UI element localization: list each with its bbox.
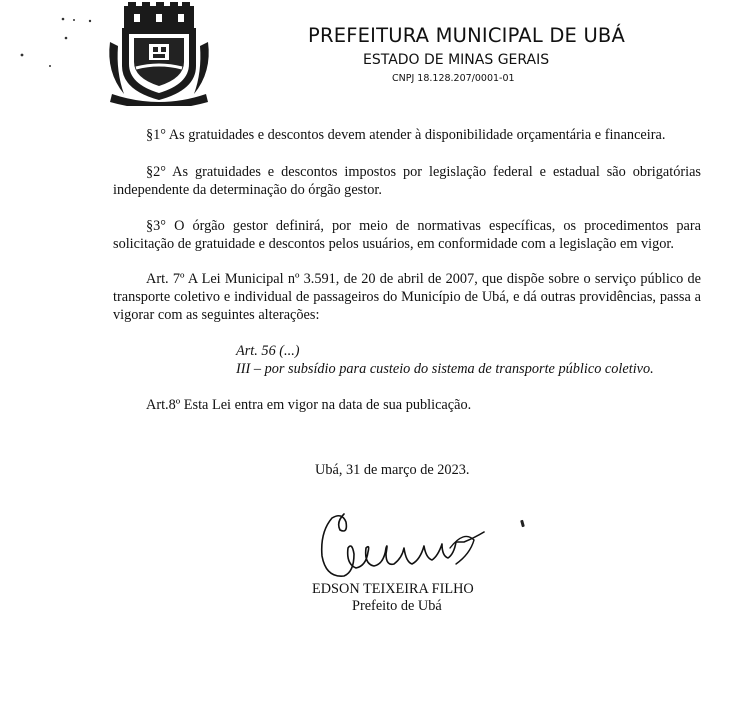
header-state: ESTADO DE MINAS GERAIS — [363, 52, 550, 68]
paragraph-1: §1° As gratuidades e descontos devem atender à disponibilidade orçamentária e financeira. — [146, 127, 666, 143]
ink-mark — [520, 520, 525, 528]
scan-specks — [0, 0, 110, 80]
quote-line-2: III – por subsídio para custeio do sistema de transporte público coletivo. — [236, 361, 654, 377]
header-title: PREFEITURA MUNICIPAL DE UBÁ — [308, 24, 626, 47]
quote-line-1: Art. 56 (...) — [236, 343, 300, 359]
paragraph-art8: Art.8º Esta Lei entra em vigor na data de sua publicação. — [146, 397, 472, 413]
paragraph-2: §2° As gratuidades e descontos impostos por legislação federal e estadual são obrigatórias independente da determinação do órgão gestor. — [113, 164, 701, 198]
signer-name: EDSON TEIXEIRA FILHO — [312, 581, 474, 597]
paragraph-3: §3° O órgão gestor definirá, por meio de normativas específicas, os procedimentos para solicitação de gratuidade e descontos pelos usuários, em conformidade com a legislação em vigor. — [113, 218, 701, 252]
signer-title: Prefeito de Ubá — [352, 598, 442, 614]
paragraph-art7: Art. 7º A Lei Municipal nº 3.591, de 20 de abril de 2007, que dispõe sobre o serviço público de transporte coletivo e individual de passageiros do Município de Ubá, e dá outras providências, passa a vigorar com as seguintes alterações: — [113, 271, 701, 323]
header-cnpj: CNPJ 18.128.207/0001-01 — [392, 73, 515, 84]
municipal-coat-of-arms-icon — [104, 2, 214, 106]
closing-date: Ubá, 31 de março de 2023. — [315, 462, 470, 478]
